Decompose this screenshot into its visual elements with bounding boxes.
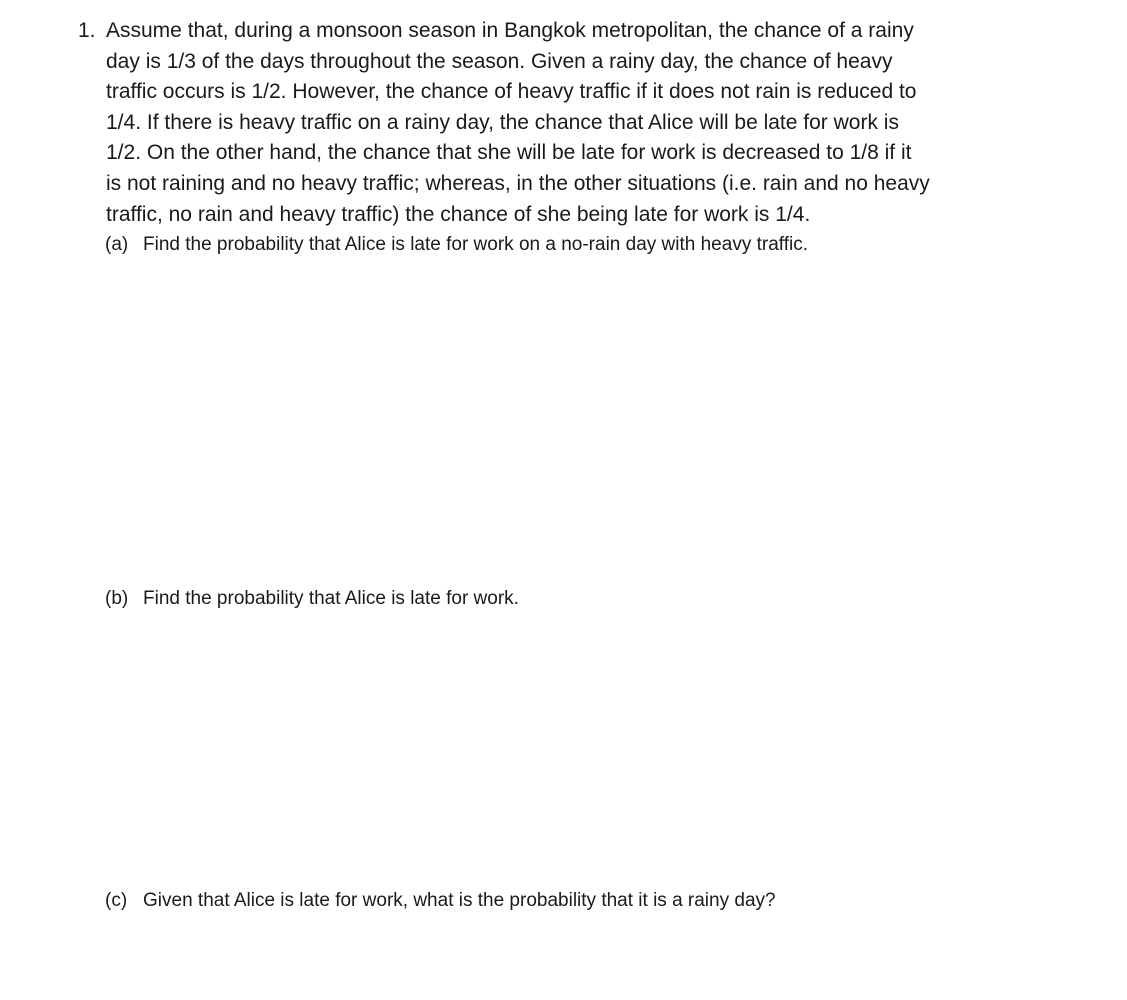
part-a	[105, 232, 1005, 258]
part-b	[105, 586, 1005, 612]
question-line: 1/2. On the other hand, the chance that she will be late for work is decreased to 1/8 if it	[106, 141, 912, 165]
question-line: day is 1/3 of the days throughout the season. Given a rainy day, the chance of heavy	[106, 49, 893, 73]
part-b-text: Find the probability that Alice is late for work.	[143, 588, 519, 609]
question-stem	[106, 16, 1046, 230]
part-a-label: (a)	[105, 234, 129, 255]
question-number: 1.	[78, 19, 96, 42]
part-c-text: Given that Alice is late for work, what is the probability that it is a rainy day?	[143, 890, 776, 911]
question-line: Assume that, during a monsoon season in Bangkok metropolitan, the chance of a rainy	[106, 19, 914, 42]
question-line: is not raining and no heavy traffic; whereas, in the other situations (i.e. rain and no heavy	[106, 171, 930, 195]
part-c	[105, 888, 1005, 914]
question-line: traffic, no rain and heavy traffic) the chance of she being late for work is 1/4.	[106, 202, 811, 226]
part-c-label: (c)	[105, 890, 128, 911]
part-b-label: (b)	[105, 588, 129, 609]
question-line: 1/4. If there is heavy traffic on a rainy day, the chance that Alice will be late for work is	[106, 110, 899, 134]
part-a-text: Find the probability that Alice is late for work on a no-rain day with heavy traffic.	[143, 234, 808, 255]
question-line: traffic occurs is 1/2. However, the chance of heavy traffic if it does not rain is reduced to	[106, 80, 917, 104]
